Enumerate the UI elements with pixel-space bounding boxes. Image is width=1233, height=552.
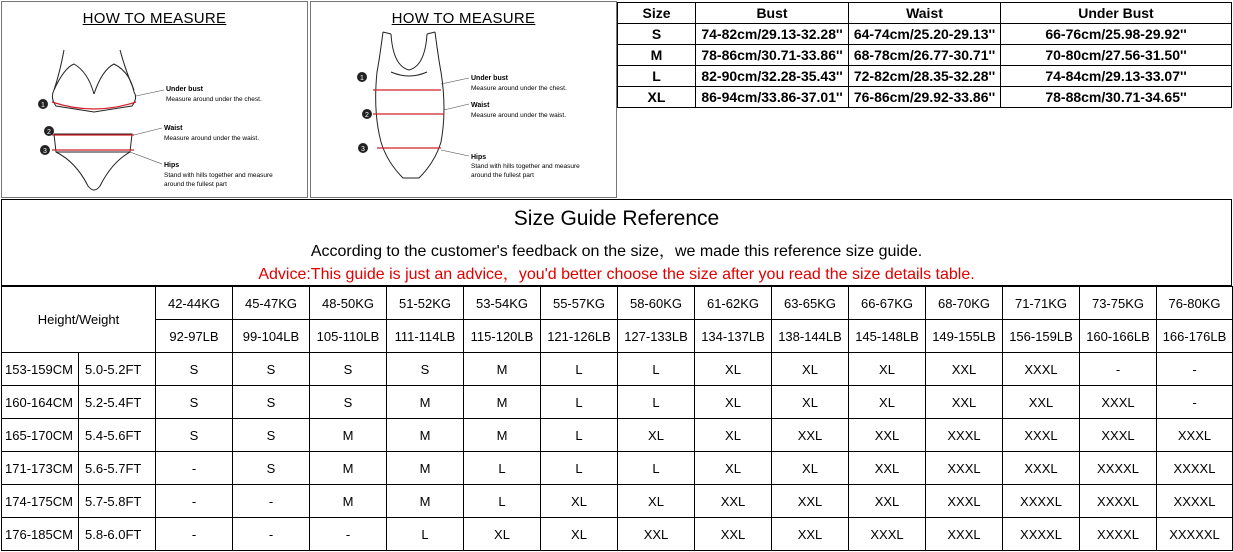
weight-lb-cell: 127-133LB (618, 320, 695, 353)
size-recommendation-cell: XXL (1003, 386, 1080, 419)
size-recommendation-cell: XXXL (1003, 452, 1080, 485)
size-table-header-row (618, 3, 1232, 24)
size-recommendation-cell: - (1080, 353, 1157, 386)
under-bust-cell: 74-84cm/29.13-33.07'' (1001, 66, 1232, 87)
annotation-text: around the fullest part (471, 172, 534, 179)
how-to-measure-bikini-panel (1, 1, 308, 198)
size-recommendation-cell: XXL (618, 518, 695, 551)
size-recommendation-cell: L (464, 452, 541, 485)
size-recommendation-cell: XXXL (926, 518, 1003, 551)
size-recommendation-cell: XXXL (849, 518, 926, 551)
size-recommendation-cell: M (464, 419, 541, 452)
annotation-title: Waist (471, 102, 490, 109)
size-recommendation-cell: L (618, 386, 695, 419)
waist-cell: 72-82cm/28.35-32.28'' (849, 66, 1001, 87)
size-cell: XL (618, 87, 696, 108)
under-bust-cell: 70-80cm/27.56-31.50'' (1001, 45, 1232, 66)
height-ft-cell: 5.0-5.2FT (79, 353, 156, 386)
size-recommendation-cell: L (464, 485, 541, 518)
table-row (618, 24, 1232, 45)
size-recommendation-cell: - (310, 518, 387, 551)
size-recommendation-cell: XXXL (1003, 353, 1080, 386)
weight-lb-cell: 160-166LB (1080, 320, 1157, 353)
step-number: 3 (361, 146, 365, 153)
size-guide-reference (1, 199, 1232, 286)
size-recommendation-cell: M (387, 485, 464, 518)
size-recommendation-cell: L (387, 518, 464, 551)
reference-description: According to the customer's feedback on the size，we made this reference size guide. (310, 243, 923, 260)
weight-kg-cell: 63-65KG (772, 287, 849, 320)
weight-lb-cell: 99-104LB (233, 320, 310, 353)
size-recommendation-cell: - (233, 485, 310, 518)
height-ft-cell: 5.7-5.8FT (79, 485, 156, 518)
size-recommendation-cell: XXL (849, 452, 926, 485)
weight-kg-cell: 51-52KG (387, 287, 464, 320)
annotation-text: Measure around under the chest. (166, 96, 262, 103)
weight-lb-cell: 156-159LB (1003, 320, 1080, 353)
size-recommendation-cell: M (464, 353, 541, 386)
size-recommendation-cell: S (233, 353, 310, 386)
weight-kg-cell: 66-67KG (849, 287, 926, 320)
height-ft-cell: 5.2-5.4FT (79, 386, 156, 419)
size-recommendation-cell: XXXXL (1080, 452, 1157, 485)
weight-kg-cell: 73-75KG (1080, 287, 1157, 320)
size-recommendation-cell: M (310, 485, 387, 518)
size-recommendation-cell: L (541, 386, 618, 419)
size-recommendation-cell: S (233, 452, 310, 485)
step-number: 3 (43, 148, 47, 155)
step-number: 2 (47, 129, 51, 136)
size-recommendation-cell: XXXXXL (1157, 518, 1233, 551)
size-recommendation-cell: - (156, 485, 233, 518)
weight-kg-cell: 58-60KG (618, 287, 695, 320)
annotation-text: Measure around under the waist. (164, 135, 260, 142)
size-recommendation-cell: XL (772, 386, 849, 419)
size-recommendation-cell: XXL (772, 419, 849, 452)
table-row (618, 45, 1232, 66)
height-cm-cell: 174-175CM (2, 485, 79, 518)
header-bust: Bust (696, 3, 849, 24)
size-recommendation-cell: XXL (849, 485, 926, 518)
weight-kg-cell: 61-62KG (695, 287, 772, 320)
reference-advice: Advice:This guide is just an advice，you'd better choose the size after you read the size details table. (258, 266, 975, 283)
size-recommendation-cell: XXXXL (1080, 518, 1157, 551)
waist-cell: 76-86cm/29.92-33.86'' (849, 87, 1001, 108)
bikini-illustration (2, 2, 309, 199)
weight-kg-cell: 55-57KG (541, 287, 618, 320)
size-recommendation-cell: XL (849, 353, 926, 386)
size-recommendation-cell: - (1157, 386, 1233, 419)
size-recommendation-cell: XL (695, 353, 772, 386)
size-recommendation-cell: L (541, 452, 618, 485)
table-row (618, 66, 1232, 87)
panel-title: HOW TO MEASURE (82, 10, 227, 27)
size-recommendation-cell: S (233, 419, 310, 452)
table-row (2, 386, 1233, 419)
height-cm-cell: 165-170CM (2, 419, 79, 452)
waist-cell: 64-74cm/25.20-29.13'' (849, 24, 1001, 45)
weight-lb-cell: 134-137LB (695, 320, 772, 353)
size-recommendation-cell: S (156, 419, 233, 452)
size-recommendation-cell: S (310, 386, 387, 419)
weight-kg-cell: 42-44KG (156, 287, 233, 320)
how-to-measure-onepiece-panel (310, 1, 617, 198)
size-recommendation-cell: M (310, 452, 387, 485)
size-recommendation-cell: XXXL (1080, 419, 1157, 452)
weight-kg-cell: 45-47KG (233, 287, 310, 320)
corner-label: Height/Weight (2, 287, 156, 353)
size-recommendation-cell: S (387, 353, 464, 386)
size-recommendation-cell: XL (772, 353, 849, 386)
size-recommendation-cell: - (233, 518, 310, 551)
size-recommendation-cell: XXL (926, 353, 1003, 386)
size-cell: L (618, 66, 696, 87)
size-recommendation-cell: - (156, 518, 233, 551)
size-recommendation-cell: XL (618, 485, 695, 518)
size-recommendation-cell: XL (695, 419, 772, 452)
size-recommendation-cell: XL (541, 518, 618, 551)
annotation-title: Waist (164, 125, 183, 132)
size-recommendation-cell: - (1157, 353, 1233, 386)
weight-kg-cell: 53-54KG (464, 287, 541, 320)
table-row (618, 87, 1232, 108)
size-recommendation-cell: XXL (849, 419, 926, 452)
annotation-title: Hips (164, 162, 180, 169)
bust-cell: 82-90cm/32.28-35.43'' (696, 66, 849, 87)
weight-kg-cell: 48-50KG (310, 287, 387, 320)
step-number: 2 (365, 112, 369, 119)
header-waist: Waist (849, 3, 1001, 24)
size-recommendation-cell: XXXXL (1157, 452, 1233, 485)
size-recommendation-cell: M (464, 386, 541, 419)
weight-kg-cell: 68-70KG (926, 287, 1003, 320)
size-recommendation-cell: XL (618, 419, 695, 452)
weight-lb-cell: 149-155LB (926, 320, 1003, 353)
height-ft-cell: 5.4-5.6FT (79, 419, 156, 452)
size-recommendation-cell: XXL (772, 485, 849, 518)
annotation-text: Measure around under the chest. (471, 85, 567, 92)
size-recommendation-cell: XL (772, 452, 849, 485)
weight-kg-cell: 71-71KG (1003, 287, 1080, 320)
size-recommendation-cell: L (618, 353, 695, 386)
weight-lb-cell: 115-120LB (464, 320, 541, 353)
panel-title: HOW TO MEASURE (391, 10, 536, 27)
size-recommendation-cell: XXXXL (1157, 485, 1233, 518)
step-number: 1 (41, 102, 45, 109)
bust-cell: 74-82cm/29.13-32.28'' (696, 24, 849, 45)
table-row (2, 518, 1233, 551)
size-recommendation-cell: XL (695, 452, 772, 485)
weight-lb-cell: 166-176LB (1157, 320, 1233, 353)
size-recommendation-cell: S (156, 353, 233, 386)
size-recommendation-cell: XXL (926, 386, 1003, 419)
size-recommendation-cell: M (387, 419, 464, 452)
size-recommendation-cell: XL (849, 386, 926, 419)
size-recommendation-cell: L (541, 353, 618, 386)
size-recommendation-cell: XXXXL (1003, 518, 1080, 551)
onepiece-illustration (311, 2, 618, 199)
size-recommendation-cell: XXXL (926, 452, 1003, 485)
annotation-text: Stand with hills together and measure (471, 163, 580, 170)
table-row (2, 452, 1233, 485)
height-ft-cell: 5.6-5.7FT (79, 452, 156, 485)
size-recommendation-cell: XL (464, 518, 541, 551)
weight-lb-cell: 111-114LB (387, 320, 464, 353)
weight-lb-cell: 138-144LB (772, 320, 849, 353)
weight-lb-row (2, 320, 1233, 353)
height-cm-cell: 153-159CM (2, 353, 79, 386)
size-recommendation-cell: M (387, 452, 464, 485)
annotation-title: Under bust (166, 86, 203, 93)
size-recommendation-cell: XXXL (926, 485, 1003, 518)
size-recommendation-cell: S (233, 386, 310, 419)
bust-cell: 78-86cm/30.71-33.86'' (696, 45, 849, 66)
size-recommendation-cell: XXXL (1080, 386, 1157, 419)
size-recommendation-cell: M (387, 386, 464, 419)
size-recommendation-cell: XXXXL (1003, 485, 1080, 518)
height-cm-cell: 160-164CM (2, 386, 79, 419)
size-recommendation-cell: XXXXL (1080, 485, 1157, 518)
size-recommendation-cell: S (310, 353, 387, 386)
weight-kg-cell: 76-80KG (1157, 287, 1233, 320)
annotation-title: Hips (471, 154, 487, 161)
size-measurement-table (617, 2, 1232, 108)
size-recommendation-cell: XXXL (1003, 419, 1080, 452)
size-recommendation-cell: L (618, 452, 695, 485)
weight-lb-cell: 92-97LB (156, 320, 233, 353)
height-cm-cell: 176-185CM (2, 518, 79, 551)
size-cell: M (618, 45, 696, 66)
size-recommendation-cell: XXL (695, 518, 772, 551)
height-ft-cell: 5.8-6.0FT (79, 518, 156, 551)
size-recommendation-cell: XXXL (1157, 419, 1233, 452)
size-recommendation-cell: - (156, 452, 233, 485)
weight-lb-cell: 121-126LB (541, 320, 618, 353)
size-recommendation-cell: XL (695, 386, 772, 419)
annotation-title: Under bust (471, 75, 508, 82)
height-cm-cell: 171-173CM (2, 452, 79, 485)
waist-cell: 68-78cm/26.77-30.71'' (849, 45, 1001, 66)
size-cell: S (618, 24, 696, 45)
size-recommendation-cell: L (541, 419, 618, 452)
weight-lb-cell: 145-148LB (849, 320, 926, 353)
annotation-text: around the fullest part (164, 181, 227, 188)
annotation-text: Measure around under the waist. (471, 112, 567, 119)
table-row (2, 485, 1233, 518)
size-recommendation-cell: XXL (695, 485, 772, 518)
under-bust-cell: 78-88cm/30.71-34.65'' (1001, 87, 1232, 108)
annotation-text: Stand with hills together and measure (164, 172, 273, 179)
weight-lb-cell: 105-110LB (310, 320, 387, 353)
weight-kg-row (2, 287, 1233, 320)
size-recommendation-cell: XXXL (926, 419, 1003, 452)
table-row (2, 353, 1233, 386)
reference-title: Size Guide Reference (513, 207, 720, 230)
size-recommendation-cell: XL (541, 485, 618, 518)
size-recommendation-cell: S (156, 386, 233, 419)
under-bust-cell: 66-76cm/25.98-29.92'' (1001, 24, 1232, 45)
size-recommendation-cell: M (310, 419, 387, 452)
size-recommendation-cell: XXL (772, 518, 849, 551)
header-under-bust: Under Bust (1001, 3, 1232, 24)
table-row (2, 419, 1233, 452)
height-weight-table (1, 286, 1233, 551)
step-number: 1 (360, 75, 364, 82)
header-size: Size (618, 3, 696, 24)
bust-cell: 86-94cm/33.86-37.01'' (696, 87, 849, 108)
